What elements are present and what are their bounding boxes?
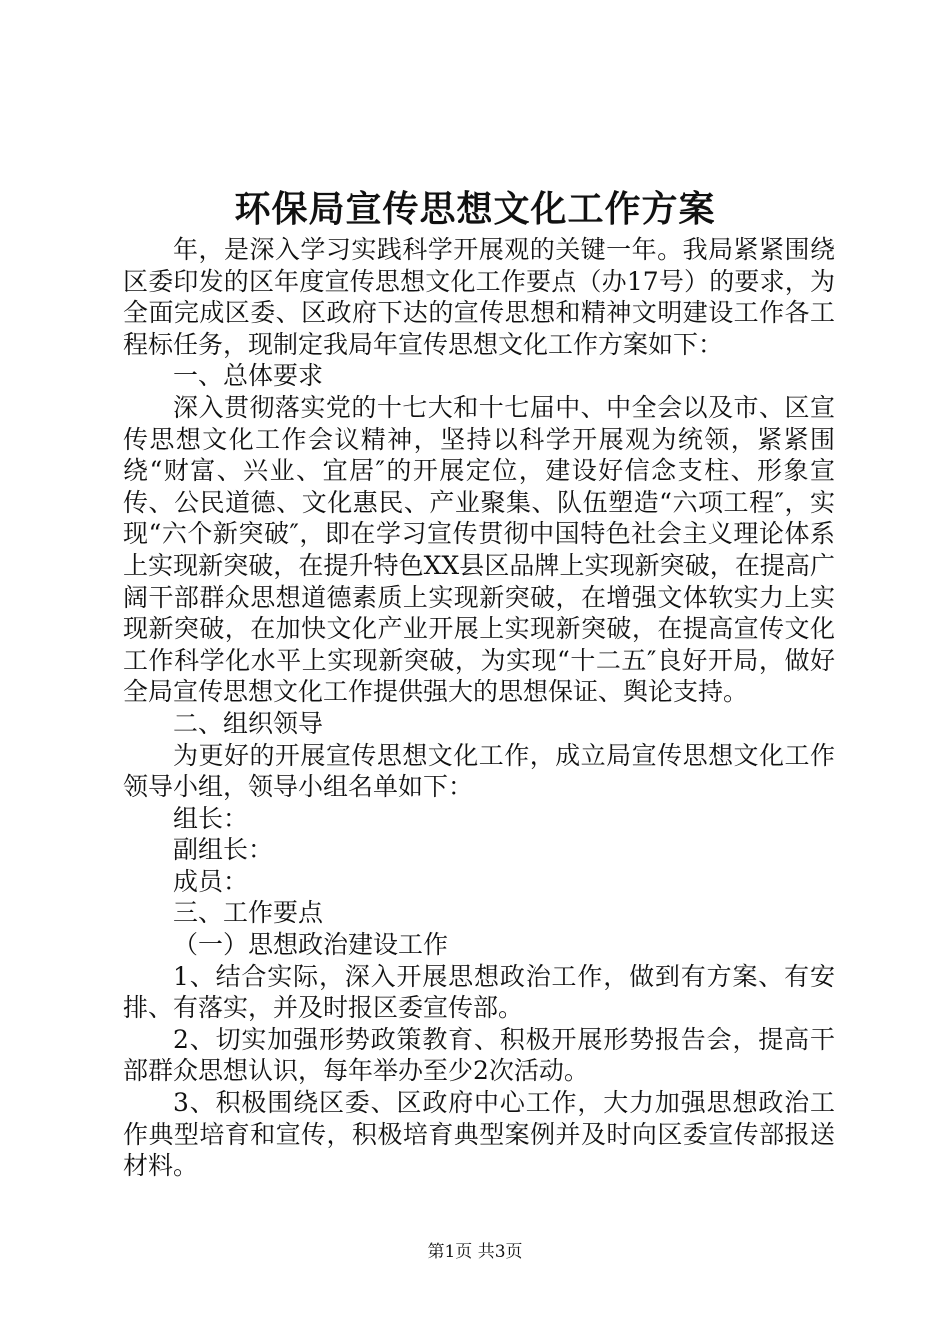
section-heading-3: 三、工作要点 — [173, 898, 324, 928]
members-line: 成员： — [173, 866, 249, 896]
subsection-heading-1: （一）思想政治建设工作 — [173, 930, 449, 960]
page-number-footer: 第1页 共3页 — [427, 1242, 523, 1262]
section-heading-2: 二、组织领导 — [173, 708, 324, 738]
work-item-3: 3、积极围绕区委、区政府中心工作，大力加强思想政治工作典型培育和宣传，积极培育典型案例并及时向区委宣传部报送材料。 — [123, 1088, 835, 1181]
deputy-leader-line: 副组长： — [173, 835, 274, 865]
paragraph-overall-requirements: 深入贯彻落实党的十七大和十七届中、中全会以及市、区宣传思想文化工作会议精神，坚持以科学开展观为统领，紧紧围绕“财富、兴业、宜居″的开展定位，建设好信念支柱、形象宣传、公民道德、文化惠民、产业聚集、队伍塑造“六项工程″，实现“六个新突破″，即在学习宣传贯彻中国特色社会主义理论体系上实现新突破，在提升特色XX县区品牌上实现新突破，在提高广阔干部群众思想道德素质上实现新突破，在增强文体软实力上实现新突破，在加快文化产业开展上实现新突破，在提高宣传文化工作科学化水平上实现新突破，为实现“十二五″良好开局，做好全局宣传思想文化工作提供强大的思想保证、舆论支持。 — [123, 392, 835, 707]
work-item-1: 1、结合实际，深入开展思想政治工作，做到有方案、有安排、有落实，并及时报区委宣传部。 — [123, 961, 835, 1023]
paragraph-organization: 为更好的开展宣传思想文化工作，成立局宣传思想文化工作领导小组，领导小组名单如下： — [123, 740, 835, 802]
team-leader-line: 组长： — [173, 803, 249, 833]
document-body — [123, 234, 835, 1182]
section-heading-1: 一、总体要求 — [173, 361, 324, 391]
work-item-2: 2、切实加强形势政策教育、积极开展形势报告会，提高干部群众思想认识，每年举办至少2次活动。 — [123, 1024, 835, 1086]
document-title: 环保局宣传思想文化工作方案 — [234, 188, 716, 230]
paragraph-intro: 年，是深入学习实践科学开展观的关键一年。我局紧紧围绕区委印发的区年度宣传思想文化工作要点（办17号）的要求，为全面完成区委、区政府下达的宣传思想和精神文明建设工作各工程标任务，现制定我局年宣传思想文化工作方案如下： — [123, 235, 835, 359]
